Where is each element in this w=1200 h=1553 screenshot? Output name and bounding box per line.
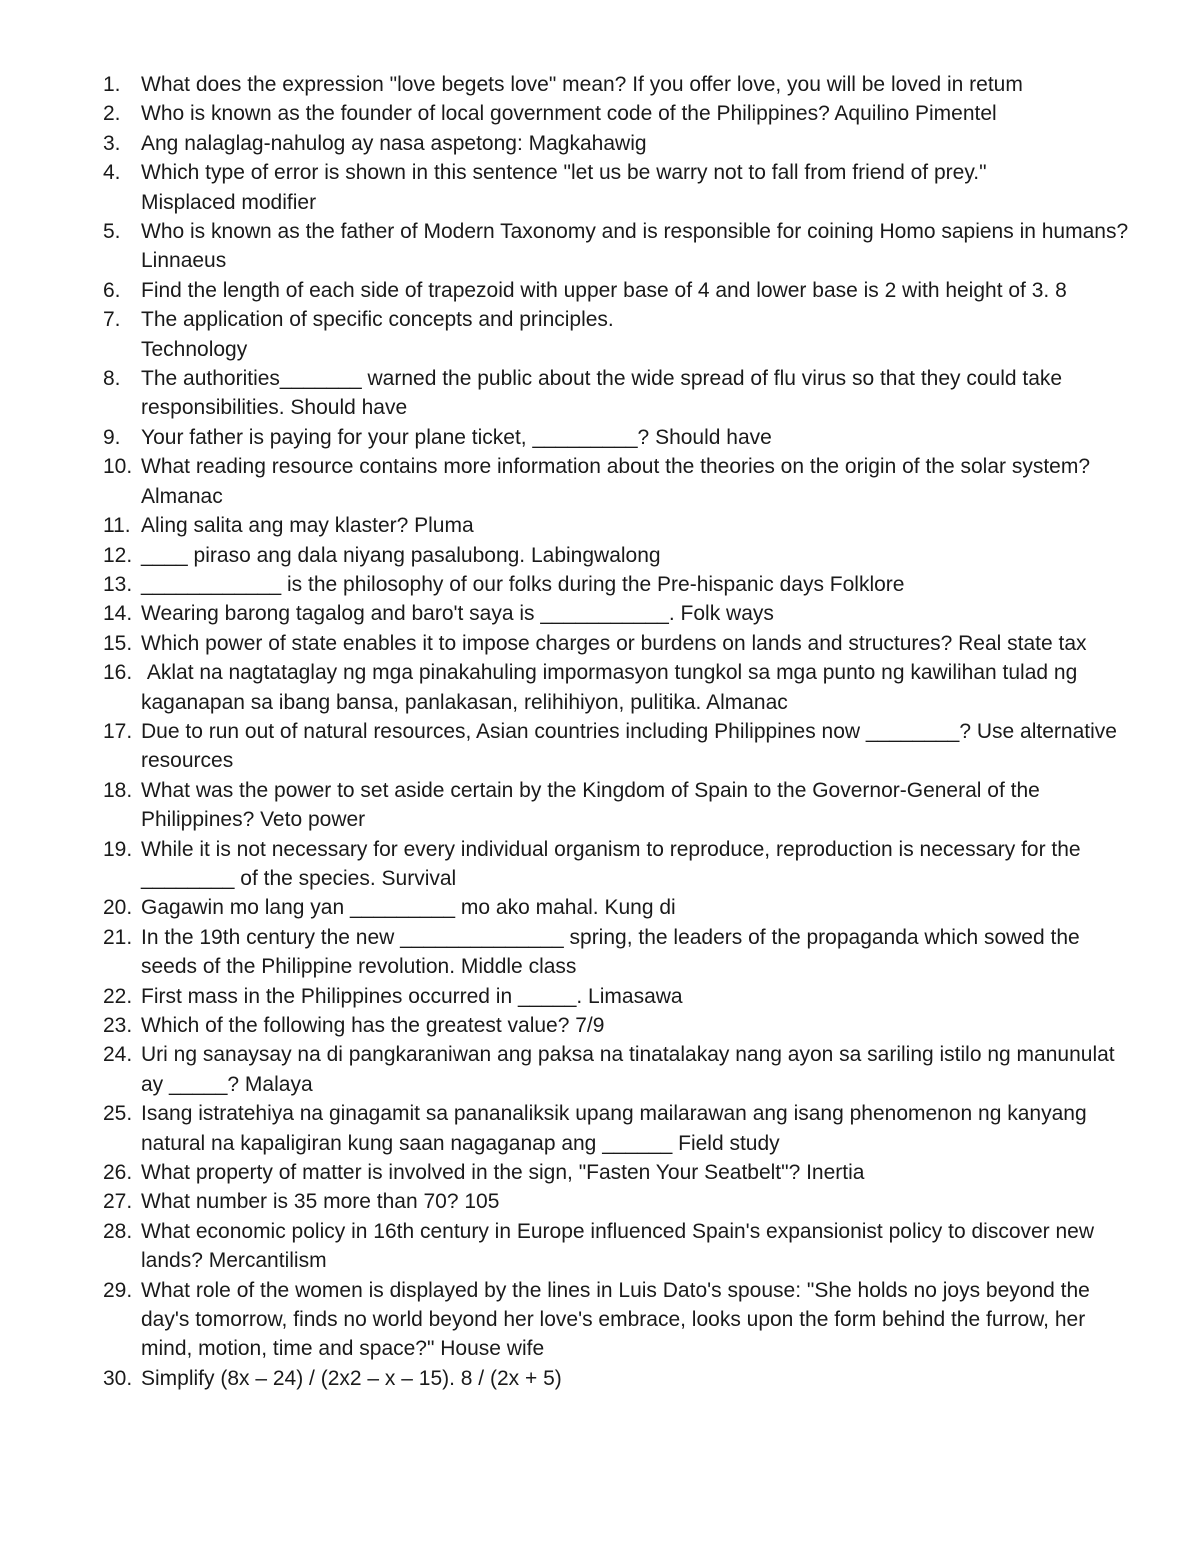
list-item — [103, 452, 1133, 511]
list-item — [103, 158, 1133, 217]
item-number: 29. — [103, 1278, 133, 1302]
list-item — [103, 305, 1133, 364]
item-text: Gagawin mo lang yan _________ mo ako mahal. Kung di — [141, 896, 676, 920]
list-item — [103, 541, 1133, 570]
item-number: 9. — [103, 425, 121, 449]
item-number: 3. — [103, 131, 121, 155]
list-item — [103, 1276, 1133, 1364]
list-item — [103, 364, 1133, 423]
item-number: 21. — [103, 925, 133, 949]
item-text: What economic policy in 16th century in Europe influenced Spain's expansionist policy to discover new lands? Mercantilism — [141, 1219, 1100, 1273]
list-item — [103, 629, 1133, 658]
item-text: What does the expression "love begets love" mean? If you offer love, you will be loved in retum — [141, 73, 1023, 96]
item-text: Your father is paying for your plane ticket, _________? Should have — [141, 425, 772, 449]
item-number: 10. — [103, 455, 133, 479]
list-item — [103, 1187, 1133, 1216]
item-text: Find the length of each side of trapezoid with upper base of 4 and lower base is 2 with height of 3. 8 — [141, 278, 1067, 302]
item-text: The authorities_______ warned the public about the wide spread of flu virus so that they could take responsibilities. Should have — [141, 367, 1068, 420]
item-text: Which type of error is shown in this sentence "let us be warry not to fall from friend of prey." Misplaced modifier — [141, 161, 987, 214]
item-text: Simplify (8x – 24) / (2x2 – x – 15). 8 / (2x + 5) — [141, 1366, 562, 1390]
list-item — [103, 893, 1133, 922]
item-number: 4. — [103, 161, 121, 185]
list-item — [103, 717, 1133, 776]
item-text: In the 19th century the new ______________ spring, the leaders of the propaganda which sowed the seeds of the Philippine revolution. Middle class — [141, 925, 1086, 979]
item-text: Which of the following has the greatest value? 7/9 — [141, 1014, 605, 1037]
list-item — [103, 923, 1133, 982]
item-text: Due to run out of natural resources, Asian countries including Philippines now ________? Use alternative resources — [141, 719, 1123, 773]
item-number: 16. — [103, 661, 133, 685]
item-text: Isang istratehiya na ginagamit sa pananaliksik upang mailarawan ang isang phenomenon ng kanyang natural na kapaligiran kung saan nagaganap ang ______ Field study — [141, 1102, 1093, 1155]
list-item — [103, 99, 1133, 128]
item-number: 25. — [103, 1102, 133, 1126]
item-text: Wearing barong tagalog and baro't saya is ___________. Folk ways — [141, 602, 774, 626]
item-text: Which power of state enables it to impose charges or burdens on lands and structures? Real state tax — [141, 631, 1087, 655]
list-item — [103, 982, 1133, 1011]
item-number: 6. — [103, 278, 121, 302]
item-text: Aling salita ang may klaster? Pluma — [141, 514, 474, 538]
item-text: First mass in the Philippines occurred in _____. Limasawa — [141, 984, 683, 1008]
item-number: 7. — [103, 308, 121, 332]
list-item — [103, 1217, 1133, 1276]
list-item — [103, 276, 1133, 305]
item-number: 15. — [103, 631, 133, 655]
item-text: What role of the women is displayed by the lines in Luis Dato's spouse: "She holds no joys beyond the day's tomorrow, finds no world beyond her love's embrace, looks upon the form behind the furrow, her mind, motion, time and space?" House wife — [141, 1278, 1096, 1361]
item-number: 26. — [103, 1161, 133, 1185]
item-number: 8. — [103, 367, 121, 391]
list-item — [103, 776, 1133, 835]
item-text: Who is known as the founder of local government code of the Philippines? Aquilino Pimentel — [141, 102, 997, 126]
item-text: ____________ is the philosophy of our folks during the Pre-hispanic days Folklore — [141, 572, 905, 596]
item-text: Who is known as the father of Modern Taxonomy and is responsible for coining Homo sapiens in humans? Linnaeus — [141, 220, 1134, 273]
list-item — [103, 1158, 1133, 1187]
list-item — [103, 1364, 1133, 1393]
list-item — [103, 423, 1133, 452]
item-number: 2. — [103, 102, 121, 126]
question-list — [103, 70, 1133, 1393]
list-item — [103, 217, 1133, 276]
item-number: 28. — [103, 1219, 133, 1243]
list-item — [103, 599, 1133, 628]
item-number: 1. — [103, 73, 121, 96]
item-text: What was the power to set aside certain by the Kingdom of Spain to the Governor-General of the Philippines? Veto power — [141, 778, 1046, 832]
item-text: Ang nalaglag-nahulog ay nasa aspetong: Magkahawig — [141, 131, 647, 155]
item-number: 17. — [103, 719, 133, 743]
list-item — [103, 511, 1133, 540]
item-text: Uri ng sanaysay na di pangkaraniwan ang paksa na tinatalakay nang ayon sa sariling istilo ng manunulat ay _____? Malaya — [141, 1043, 1121, 1096]
item-number: 19. — [103, 837, 133, 861]
item-number: 27. — [103, 1190, 133, 1214]
item-number: 23. — [103, 1014, 133, 1037]
list-item — [103, 1099, 1133, 1158]
item-text: The application of specific concepts and principles. Technology — [141, 308, 614, 361]
list-item — [103, 835, 1133, 894]
item-number: 13. — [103, 572, 133, 596]
item-number: 18. — [103, 778, 133, 802]
item-number: 12. — [103, 543, 133, 567]
item-number: 24. — [103, 1043, 133, 1067]
list-item — [103, 1011, 1133, 1040]
item-text: What reading resource contains more information about the theories on the origin of the solar system? Almanac — [141, 455, 1095, 508]
item-number: 30. — [103, 1366, 133, 1390]
list-item — [103, 129, 1133, 158]
list-item — [103, 1040, 1133, 1099]
item-number: 5. — [103, 220, 121, 244]
list-item — [103, 70, 1133, 99]
item-number: 20. — [103, 896, 133, 920]
item-number: 22. — [103, 984, 133, 1008]
item-text: What number is 35 more than 70? 105 — [141, 1190, 500, 1214]
item-text: Aklat na nagtataglay ng mga pinakahuling impormasyon tungkol sa mga punto ng kawilihan tulad ng kaganapan sa ibang bansa, panlakasan, relihihiyon, pulitika. Almanac — [141, 661, 1084, 714]
item-number: 14. — [103, 602, 133, 626]
item-number: 11. — [103, 514, 131, 538]
list-item — [103, 570, 1133, 599]
list-item — [103, 658, 1133, 717]
item-text: What property of matter is involved in the sign, "Fasten Your Seatbelt"? Inertia — [141, 1161, 865, 1185]
item-text: While it is not necessary for every individual organism to reproduce, reproduction is necessary for the ________ of the species. Survival — [141, 837, 1087, 890]
item-text: ____ piraso ang dala niyang pasalubong. Labingwalong — [141, 543, 661, 567]
